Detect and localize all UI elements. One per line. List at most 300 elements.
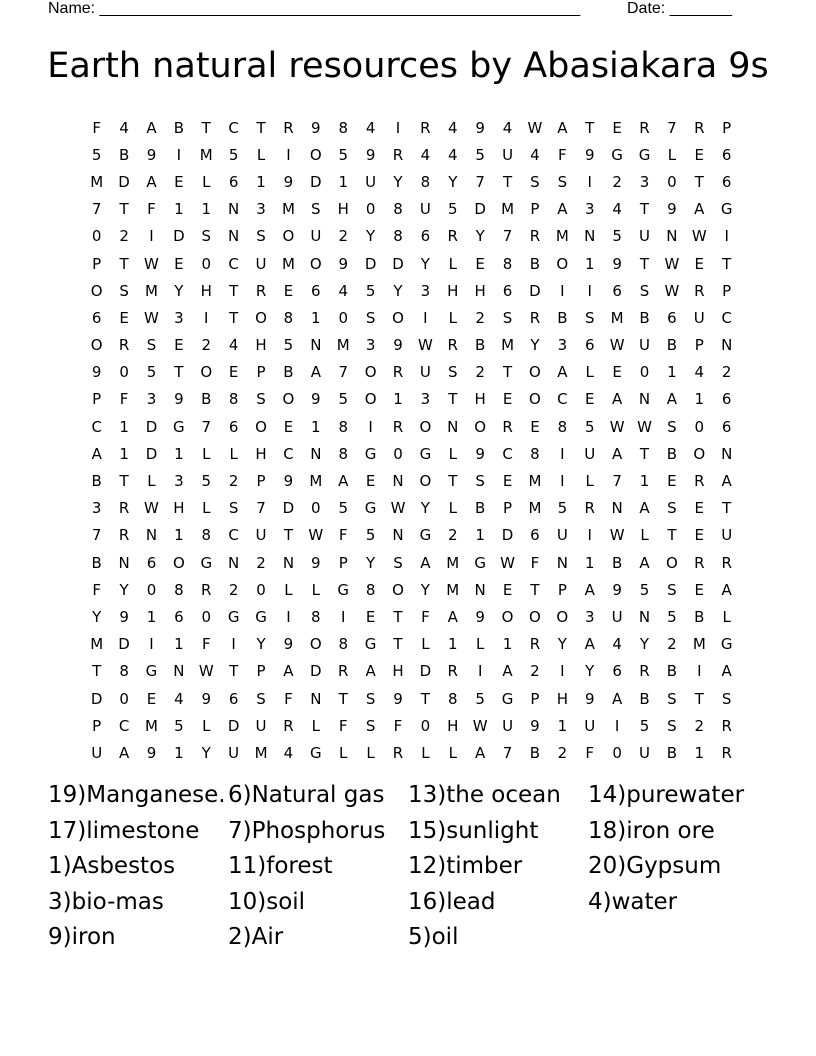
grid-cell: A bbox=[694, 200, 705, 219]
grid-cell: N bbox=[611, 499, 623, 518]
grid-cell: N bbox=[282, 553, 295, 572]
grid-cell: E bbox=[174, 172, 184, 191]
grid-cell: 0 bbox=[365, 200, 376, 219]
grid-row bbox=[83, 386, 740, 413]
grid-cell: Y bbox=[420, 580, 430, 599]
grid-cell: L bbox=[202, 172, 211, 191]
grid-cell: B bbox=[611, 553, 623, 572]
grid-cell: U bbox=[365, 172, 377, 191]
grid-cell: S bbox=[667, 499, 677, 518]
grid-cell: A bbox=[721, 662, 732, 681]
grid-cell: 4 bbox=[174, 689, 184, 708]
grid-cell: C bbox=[91, 417, 102, 436]
grid-cell: W bbox=[390, 499, 406, 518]
grid-cell: 4 bbox=[502, 118, 513, 137]
grid-cell: 9 bbox=[365, 145, 376, 164]
grid-cell: 6 bbox=[584, 336, 595, 355]
grid-cell: M bbox=[555, 227, 569, 246]
grid-row bbox=[83, 495, 740, 522]
grid-cell: I bbox=[176, 145, 182, 164]
grid-row bbox=[83, 250, 740, 277]
grid-cell: U bbox=[255, 716, 267, 735]
grid-cell: O bbox=[282, 227, 295, 246]
grid-row bbox=[83, 712, 740, 739]
word-list-item: 11)forest bbox=[228, 853, 333, 879]
grid-cell: 6 bbox=[721, 417, 732, 436]
grid-cell: 2 bbox=[667, 635, 677, 654]
grid-cell: O bbox=[90, 336, 103, 355]
grid-row bbox=[83, 277, 740, 304]
grid-cell: P bbox=[503, 499, 513, 518]
grid-cell: N bbox=[310, 336, 322, 355]
grid-cell: S bbox=[721, 689, 732, 708]
grid-cell: N bbox=[118, 553, 130, 572]
grid-cell: E bbox=[475, 254, 485, 273]
grid-cell: 5 bbox=[639, 580, 650, 599]
word-list-item: 10)soil bbox=[228, 888, 306, 915]
grid-cell: Y bbox=[585, 662, 595, 681]
grid-cell: M bbox=[336, 336, 350, 355]
grid-row bbox=[83, 304, 740, 331]
grid-cell: U bbox=[721, 526, 733, 545]
grid-row bbox=[83, 223, 740, 250]
grid-cell: L bbox=[311, 716, 320, 735]
grid-cell: A bbox=[557, 200, 568, 219]
grid-cell: 9 bbox=[201, 689, 212, 708]
grid-cell: T bbox=[201, 118, 211, 137]
grid-cell: Y bbox=[557, 635, 567, 654]
grid-cell: G bbox=[474, 553, 486, 572]
grid-cell: 8 bbox=[530, 444, 540, 463]
grid-cell: U bbox=[419, 200, 431, 219]
grid-cell: 4 bbox=[530, 145, 540, 164]
grid-cell: B bbox=[639, 308, 650, 327]
grid-cell: O bbox=[693, 444, 706, 463]
grid-cell: G bbox=[310, 743, 322, 762]
grid-cell: D bbox=[90, 689, 103, 708]
grid-cell: 0 bbox=[420, 716, 431, 735]
grid-cell: E bbox=[174, 336, 184, 355]
grid-cell: T bbox=[667, 526, 677, 545]
grid-cell: 8 bbox=[283, 308, 294, 327]
grid-cell: 0 bbox=[146, 580, 157, 599]
grid-cell: 5 bbox=[201, 472, 212, 491]
grid-cell: 2 bbox=[201, 336, 212, 355]
grid-cell: U bbox=[584, 444, 596, 463]
grid-cell: N bbox=[392, 472, 404, 491]
grid-cell: S bbox=[502, 308, 513, 327]
grid-cell: 5 bbox=[557, 499, 568, 518]
grid-cell: 9 bbox=[119, 607, 129, 626]
grid-cell: W bbox=[637, 417, 652, 436]
grid-cell: O bbox=[529, 607, 541, 626]
grid-cell: 2 bbox=[448, 526, 458, 545]
grid-cell: 6 bbox=[228, 689, 239, 708]
grid-cell: T bbox=[448, 390, 458, 409]
grid-cell: W bbox=[308, 526, 324, 545]
grid-cell: 2 bbox=[612, 172, 622, 191]
header-line bbox=[48, 0, 748, 20]
grid-cell: L bbox=[311, 580, 320, 599]
grid-cell: U bbox=[639, 336, 650, 355]
grid-cell: O bbox=[392, 580, 404, 599]
grid-cell: L bbox=[229, 444, 238, 463]
grid-cell: 9 bbox=[475, 444, 485, 463]
grid-cell: I bbox=[560, 662, 565, 681]
grid-cell: E bbox=[584, 390, 595, 409]
grid-cell: 8 bbox=[228, 390, 239, 409]
grid-cell: R bbox=[118, 336, 130, 355]
grid-cell: A bbox=[639, 553, 650, 572]
grid-cell: U bbox=[502, 716, 514, 735]
grid-cell: G bbox=[364, 499, 377, 518]
grid-cell: D bbox=[392, 254, 404, 273]
grid-cell: A bbox=[502, 662, 513, 681]
grid-cell: 1 bbox=[311, 308, 321, 327]
grid-cell: Y bbox=[201, 743, 211, 762]
grid-cell: N bbox=[584, 227, 596, 246]
grid-cell: S bbox=[365, 689, 376, 708]
word-list-item: 16)lead bbox=[408, 888, 496, 915]
grid-cell: T bbox=[229, 662, 239, 681]
grid-cell: 1 bbox=[584, 254, 595, 273]
grid-cell: L bbox=[202, 499, 211, 518]
grid-cell: A bbox=[557, 118, 568, 137]
grid-cell: T bbox=[639, 444, 650, 463]
grid-cell: O bbox=[172, 553, 185, 572]
grid-cell: A bbox=[118, 743, 130, 762]
grid-cell: A bbox=[611, 390, 623, 409]
grid-cell: S bbox=[365, 716, 376, 735]
grid-cell: N bbox=[228, 200, 240, 219]
grid-cell: G bbox=[255, 607, 267, 626]
grid-cell: C bbox=[228, 254, 239, 273]
grid-cell: T bbox=[174, 363, 184, 382]
grid-cell: W bbox=[144, 254, 159, 273]
grid-cell: L bbox=[256, 145, 266, 164]
grid-cell: E bbox=[365, 607, 376, 626]
grid-cell: S bbox=[584, 308, 595, 327]
grid-cell: 5 bbox=[338, 390, 348, 409]
grid-cell: C bbox=[557, 390, 568, 409]
grid-cell: M bbox=[501, 200, 515, 219]
grid-cell: S bbox=[256, 227, 266, 246]
grid-cell: B bbox=[91, 553, 102, 572]
grid-cell: R bbox=[529, 308, 541, 327]
grid-cell: 9 bbox=[283, 172, 294, 191]
grid-cell: 9 bbox=[311, 118, 321, 137]
grid-cell: I bbox=[587, 281, 592, 300]
grid-cell: A bbox=[146, 172, 157, 191]
grid-cell: Y bbox=[92, 607, 102, 626]
grid-cell: E bbox=[283, 417, 294, 436]
grid-cell: A bbox=[365, 662, 376, 681]
grid-cell: R bbox=[694, 281, 705, 300]
grid-cell: 7 bbox=[201, 417, 212, 436]
grid-cell: M bbox=[446, 553, 460, 572]
grid-cell: 8 bbox=[338, 635, 348, 654]
grid-cell: T bbox=[256, 118, 266, 137]
grid-cell: T bbox=[639, 200, 650, 219]
grid-cell: 7 bbox=[475, 172, 485, 191]
grid-cell: A bbox=[475, 743, 486, 762]
grid-cell: W bbox=[609, 336, 625, 355]
grid-cell: E bbox=[228, 363, 239, 382]
grid-cell: U bbox=[639, 227, 650, 246]
word-list-item: 1)Asbestos bbox=[48, 853, 176, 879]
grid-cell: 4 bbox=[283, 743, 294, 762]
grid-cell: 4 bbox=[448, 118, 458, 137]
grid-cell: W bbox=[664, 254, 680, 273]
grid-cell: W bbox=[609, 417, 625, 436]
grid-cell: W bbox=[500, 553, 515, 572]
grid-cell: F bbox=[338, 716, 348, 735]
grid-cell: N bbox=[556, 553, 568, 572]
grid-cell: L bbox=[421, 635, 430, 654]
grid-cell: B bbox=[529, 254, 541, 273]
grid-row bbox=[83, 196, 740, 223]
grid-cell: 7 bbox=[612, 472, 622, 491]
grid-cell: C bbox=[283, 444, 294, 463]
grid-cell: 3 bbox=[584, 200, 595, 219]
grid-cell: S bbox=[667, 417, 677, 436]
grid-cell: 5 bbox=[283, 336, 294, 355]
grid-cell: I bbox=[286, 607, 291, 626]
grid-row bbox=[83, 467, 740, 494]
grid-cell: F bbox=[92, 580, 102, 599]
grid-cell: Y bbox=[174, 281, 184, 300]
grid-cell: G bbox=[364, 635, 377, 654]
grid-cell: P bbox=[92, 716, 102, 735]
grid-cell: W bbox=[144, 308, 159, 327]
grid-cell: R bbox=[502, 417, 513, 436]
grid-cell: Y bbox=[420, 254, 430, 273]
grid-cell: 1 bbox=[119, 417, 129, 436]
grid-cell: N bbox=[474, 580, 486, 599]
grid-cell: 8 bbox=[393, 200, 403, 219]
grid-cell: 9 bbox=[283, 472, 294, 491]
grid-cell: M bbox=[309, 472, 323, 491]
grid-cell: R bbox=[255, 281, 267, 300]
grid-cell: 0 bbox=[311, 499, 321, 518]
grid-cell: Y bbox=[393, 172, 403, 191]
grid-cell: R bbox=[721, 743, 732, 762]
grid-cell: 2 bbox=[119, 227, 129, 246]
grid-cell: Y bbox=[530, 336, 540, 355]
grid-cell: E bbox=[283, 281, 294, 300]
grid-cell: L bbox=[640, 526, 649, 545]
word-list-item: 18)iron ore bbox=[588, 817, 715, 844]
grid-cell: P bbox=[92, 390, 102, 409]
grid-cell: I bbox=[340, 607, 346, 626]
grid-cell: B bbox=[666, 444, 678, 463]
grid-cell: B bbox=[201, 390, 212, 409]
grid-cell: 5 bbox=[338, 499, 348, 518]
grid-cell: 1 bbox=[174, 444, 184, 463]
grid-row bbox=[83, 114, 740, 141]
grid-cell: E bbox=[146, 689, 157, 708]
grid-cell: 6 bbox=[228, 172, 239, 191]
grid-cell: P bbox=[256, 662, 266, 681]
grid-cell: L bbox=[339, 743, 348, 762]
grid-cell: T bbox=[530, 580, 540, 599]
grid-cell: S bbox=[530, 172, 540, 191]
grid-cell: L bbox=[585, 472, 594, 491]
grid-cell: 1 bbox=[393, 390, 403, 409]
grid-cell: 9 bbox=[311, 553, 321, 572]
grid-cell: W bbox=[417, 336, 433, 355]
grid-cell: 6 bbox=[612, 281, 622, 300]
grid-cell: 9 bbox=[612, 580, 622, 599]
grid-cell: O bbox=[309, 254, 322, 273]
grid-cell: S bbox=[256, 390, 266, 409]
grid-cell: 2 bbox=[475, 363, 485, 382]
grid-cell: N bbox=[145, 526, 158, 545]
grid-cell: T bbox=[722, 499, 732, 518]
grid-cell: R bbox=[694, 553, 705, 572]
grid-cell: E bbox=[667, 472, 677, 491]
grid-cell: 2 bbox=[557, 743, 568, 762]
grid-cell: 3 bbox=[174, 308, 184, 327]
grid-cell: M bbox=[528, 472, 542, 491]
grid-cell: L bbox=[448, 499, 457, 518]
grid-cell: G bbox=[173, 417, 185, 436]
grid-cell: 9 bbox=[146, 743, 157, 762]
grid-cell: R bbox=[529, 635, 541, 654]
grid-cell: U bbox=[228, 743, 240, 762]
grid-cell: 9 bbox=[91, 363, 102, 382]
grid-cell: S bbox=[475, 472, 485, 491]
grid-cell: E bbox=[174, 254, 184, 273]
grid-cell: W bbox=[527, 118, 543, 137]
grid-cell: 9 bbox=[146, 145, 157, 164]
grid-cell: 1 bbox=[119, 444, 129, 463]
word-list-item: 4)water bbox=[588, 888, 678, 915]
grid-cell: G bbox=[419, 526, 432, 545]
grid-cell: T bbox=[585, 118, 595, 137]
grid-cell: 5 bbox=[612, 227, 622, 246]
grid-cell: M bbox=[692, 635, 706, 654]
grid-cell: B bbox=[666, 336, 678, 355]
grid-cell: P bbox=[92, 254, 102, 273]
grid-cell: I bbox=[560, 444, 565, 463]
grid-cell: F bbox=[119, 390, 129, 409]
grid-cell: 6 bbox=[667, 308, 677, 327]
grid-cell: 9 bbox=[174, 390, 184, 409]
grid-cell: U bbox=[584, 716, 596, 735]
grid-cell: Y bbox=[393, 281, 403, 300]
grid-cell: O bbox=[309, 635, 322, 654]
grid-cell: W bbox=[664, 281, 680, 300]
grid-cell: 0 bbox=[639, 363, 650, 382]
grid-cell: 3 bbox=[420, 281, 431, 300]
grid-cell: R bbox=[721, 553, 732, 572]
grid-cell: B bbox=[666, 743, 678, 762]
grid-cell: G bbox=[200, 553, 213, 572]
grid-cell: D bbox=[227, 716, 240, 735]
grid-cell: L bbox=[448, 743, 457, 762]
grid-cell: B bbox=[173, 118, 185, 137]
grid-cell: A bbox=[557, 363, 568, 382]
grid-cell: U bbox=[255, 526, 267, 545]
grid-cell: 0 bbox=[694, 417, 705, 436]
grid-cell: 0 bbox=[393, 444, 403, 463]
grid-cell: 5 bbox=[667, 607, 677, 626]
grid-cell: L bbox=[421, 743, 430, 762]
grid-cell: 1 bbox=[584, 553, 595, 572]
grid-cell: F bbox=[92, 118, 102, 137]
grid-cell: S bbox=[311, 200, 321, 219]
grid-cell: 1 bbox=[557, 716, 568, 735]
grid-cell: D bbox=[501, 526, 514, 545]
grid-cell: A bbox=[666, 390, 678, 409]
grid-cell: M bbox=[199, 145, 213, 164]
grid-cell: P bbox=[694, 336, 704, 355]
grid-row bbox=[83, 413, 740, 440]
grid-cell: P bbox=[256, 472, 266, 491]
grid-cell: 5 bbox=[584, 417, 595, 436]
grid-cell: 3 bbox=[91, 499, 102, 518]
grid-cell: 3 bbox=[146, 390, 157, 409]
grid-cell: U bbox=[693, 308, 705, 327]
grid-cell: L bbox=[366, 743, 375, 762]
grid-cell: 6 bbox=[502, 281, 513, 300]
grid-cell: T bbox=[119, 472, 129, 491]
grid-cell: 8 bbox=[338, 118, 348, 137]
grid-cell: R bbox=[447, 336, 458, 355]
grid-cell: H bbox=[255, 336, 267, 355]
grid-cell: U bbox=[91, 743, 103, 762]
grid-cell: R bbox=[447, 227, 458, 246]
grid-cell: 1 bbox=[502, 635, 513, 654]
grid-cell: O bbox=[419, 472, 432, 491]
grid-cell: Y bbox=[448, 172, 458, 191]
grid-cell: 9 bbox=[584, 145, 595, 164]
grid-cell: 5 bbox=[448, 200, 458, 219]
grid-row bbox=[83, 440, 740, 467]
grid-cell: Y bbox=[420, 499, 430, 518]
grid-cell: B bbox=[557, 308, 568, 327]
grid-cell: D bbox=[282, 499, 295, 518]
grid-row bbox=[83, 332, 740, 359]
grid-cell: 5 bbox=[365, 281, 376, 300]
grid-cell: 7 bbox=[502, 743, 513, 762]
grid-cell: S bbox=[667, 580, 677, 599]
grid-cell: G bbox=[227, 607, 240, 626]
grid-cell: N bbox=[392, 526, 404, 545]
grid-cell: T bbox=[229, 281, 239, 300]
grid-cell: 2 bbox=[338, 227, 348, 246]
grid-cell: M bbox=[254, 743, 268, 762]
grid-cell: 1 bbox=[174, 743, 184, 762]
grid-cell: L bbox=[284, 580, 293, 599]
grid-cell: I bbox=[697, 662, 702, 681]
grid-cell: 4 bbox=[694, 363, 705, 382]
grid-cell: 8 bbox=[174, 580, 184, 599]
grid-cell: A bbox=[584, 580, 595, 599]
grid-cell: U bbox=[556, 526, 568, 545]
grid-cell: D bbox=[118, 172, 130, 191]
grid-cell: W bbox=[144, 499, 159, 518]
grid-cell: 9 bbox=[475, 607, 485, 626]
grid-row bbox=[83, 168, 740, 195]
name-field-label: Name: ______________________________________________________ bbox=[48, 0, 581, 17]
grid-cell: N bbox=[228, 553, 240, 572]
grid-cell: 2 bbox=[228, 472, 239, 491]
grid-cell: 3 bbox=[420, 390, 431, 409]
grid-cell: 1 bbox=[475, 526, 485, 545]
grid-cell: R bbox=[447, 662, 458, 681]
